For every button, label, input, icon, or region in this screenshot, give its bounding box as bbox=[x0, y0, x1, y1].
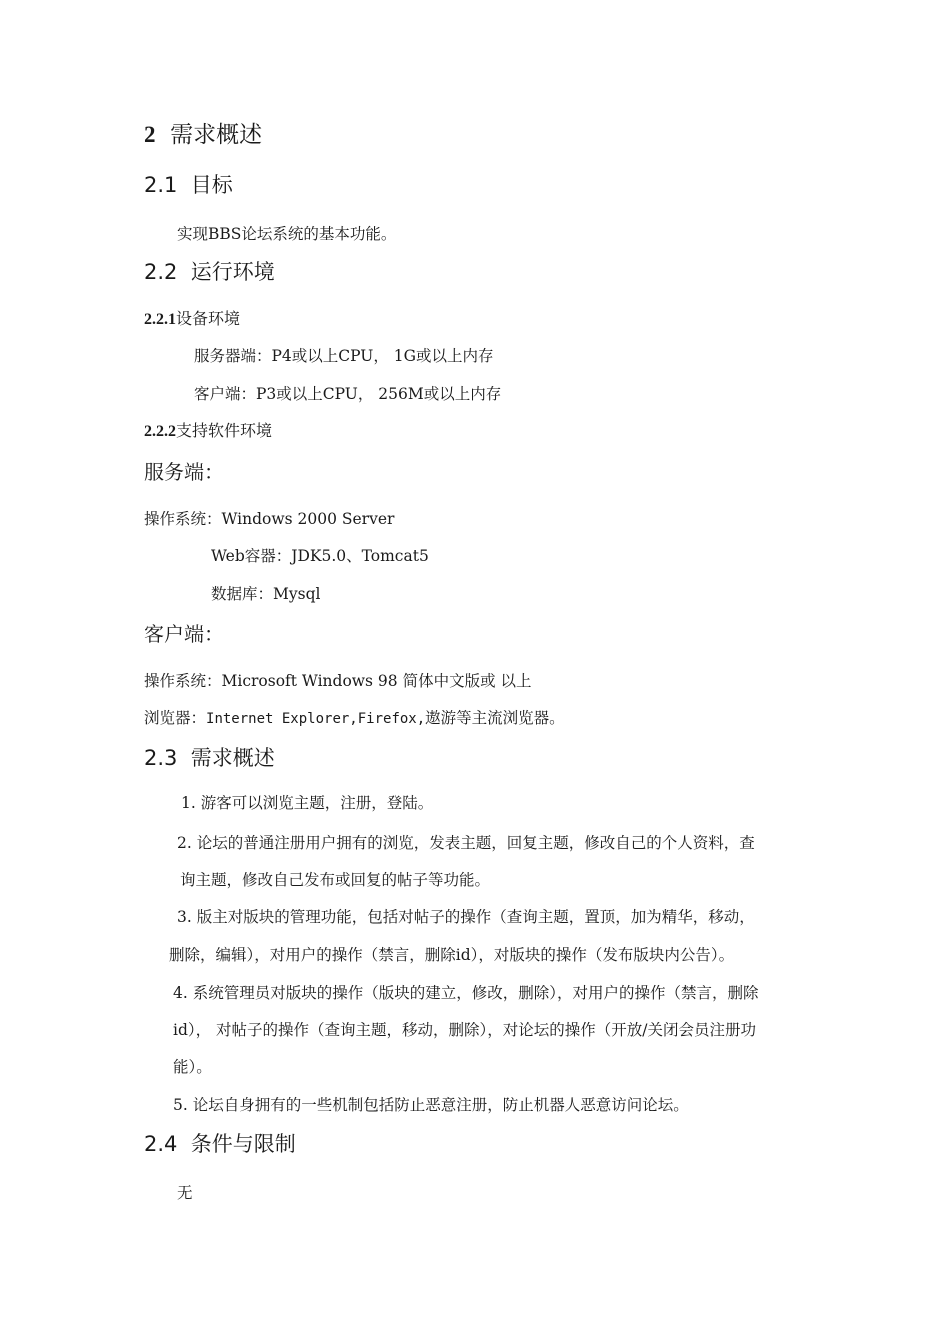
section-title: 支持软件环境 bbox=[176, 421, 273, 440]
client-os: 操作系统：Microsoft Windows 98 简体中文版或 以上 bbox=[144, 672, 532, 690]
browser-suffix: 遨游等主流浏览器。 bbox=[425, 709, 565, 727]
goal-text: 实现BBS论坛系统的基本功能。 bbox=[177, 225, 397, 243]
requirement-line: 删除，编辑），对用户的操作（禁言，删除id），对版块的操作（发布版块内公告）。 bbox=[169, 946, 735, 964]
server-os: 操作系统：Windows 2000 Server bbox=[144, 510, 395, 528]
section-2-2-heading bbox=[144, 262, 275, 283]
section-number: 2.2.2 bbox=[144, 423, 176, 440]
section-number: 2 bbox=[144, 122, 156, 147]
requirement-line: 1. 游客可以浏览主题，注册，登陆。 bbox=[181, 794, 434, 812]
client-hardware: 客户端：P3或以上CPU， 256M或以上内存 bbox=[194, 385, 502, 403]
requirement-line: 2. 论坛的普通注册用户拥有的浏览，发表主题，回复主题，修改自己的个人资料，查 bbox=[177, 834, 755, 852]
web-container: Web容器：JDK5.0、Tomcat5 bbox=[211, 547, 429, 565]
client-software-label: 客户端： bbox=[144, 622, 224, 646]
section-2-2-2-heading bbox=[144, 423, 272, 440]
section-number: 2.4 bbox=[144, 1132, 178, 1156]
section-title: 需求概述 bbox=[190, 746, 275, 770]
section-title: 设备环境 bbox=[176, 309, 241, 328]
section-2-1-heading bbox=[144, 175, 233, 196]
browser-prefix: 浏览器： bbox=[144, 709, 207, 727]
server-hardware: 服务器端：P4或以上CPU， 1G或以上内存 bbox=[194, 347, 494, 365]
section-2-4-heading bbox=[144, 1134, 296, 1155]
section-title: 需求概述 bbox=[170, 122, 263, 148]
browser-line bbox=[144, 711, 565, 727]
section-number: 2.1 bbox=[144, 173, 178, 197]
section-2-3-heading bbox=[144, 748, 275, 769]
requirement-line: 5. 论坛自身拥有的一些机制包括防止恶意注册，防止机器人恶意访问论坛。 bbox=[173, 1096, 689, 1114]
section-2-2-1-heading bbox=[144, 311, 240, 328]
requirement-line: 能）。 bbox=[173, 1058, 212, 1076]
requirement-line: 询主题，修改自己发布或回复的帖子等功能。 bbox=[180, 871, 491, 889]
section-2-heading bbox=[144, 123, 262, 147]
constraints-text: 无 bbox=[177, 1184, 193, 1202]
requirement-line: 4. 系统管理员对版块的操作（版块的建立，修改，删除），对用户的操作（禁言，删除 bbox=[173, 984, 759, 1002]
requirement-line: 3. 版主对版块的管理功能，包括对帖子的操作（查询主题，置顶，加为精华，移动， bbox=[177, 908, 755, 926]
section-title: 目标 bbox=[190, 173, 233, 197]
section-title: 条件与限制 bbox=[190, 1132, 296, 1156]
database: 数据库：Mysql bbox=[211, 585, 321, 603]
section-number: 2.2 bbox=[144, 260, 178, 284]
browser-names: Internet Explorer,Firefox, bbox=[206, 711, 426, 727]
section-number: 2.2.1 bbox=[144, 311, 176, 328]
server-software-label: 服务端： bbox=[144, 460, 224, 484]
section-number: 2.3 bbox=[144, 746, 178, 770]
section-title: 运行环境 bbox=[190, 260, 275, 284]
requirement-line: id）， 对帖子的操作（查询主题，移动，删除），对论坛的操作（开放/关闭会员注册功 bbox=[173, 1021, 757, 1039]
